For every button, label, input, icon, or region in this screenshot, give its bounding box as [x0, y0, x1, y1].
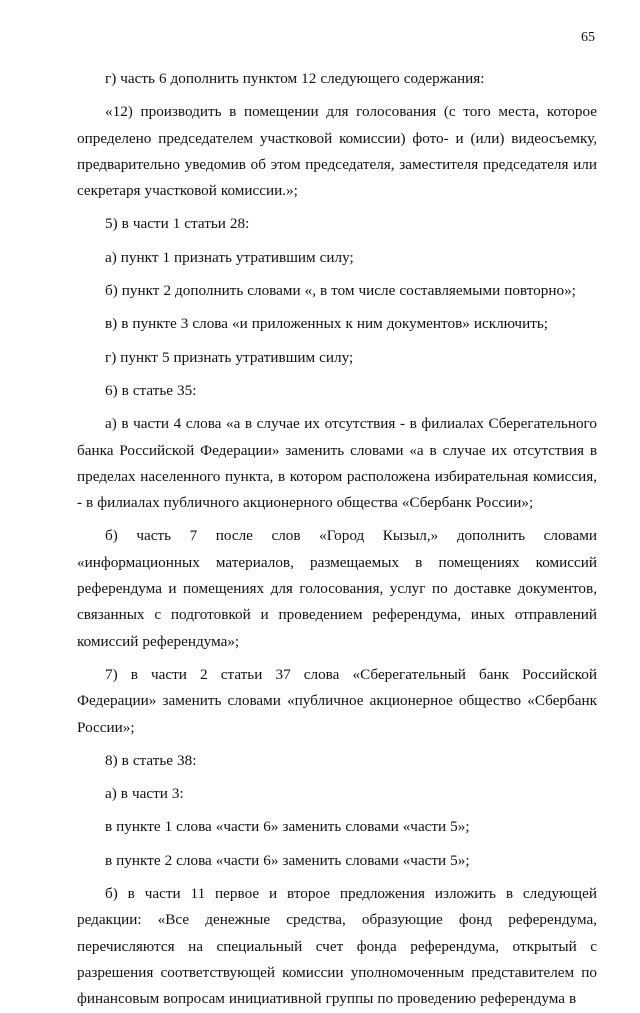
- paragraph-item12-photo-video: «12) производить в помещении для голосования (с того места, которое определено председателем участковой комиссии) фото- и (или) видеосъемку, предварительно уведомив об этом председателя, заместителя председателя или секретаря участковой комиссии.»;: [77, 103, 597, 200]
- paragraph-article38-b: б) в части 11 первое и второе предложения изложить в следующей редакции: «Все денежные средства, образующие фонд референдума, перечисляются на специальный счет фонда референдума, открытый с разрешения соответствующей комиссии уполномоченным представителем по финансовым вопросам инициативной группы по проведению референдума в: [77, 885, 597, 1008]
- paragraph-amend-part6-item12: г) часть 6 дополнить пунктом 12 следующего содержания:: [105, 70, 485, 87]
- paragraph-article28-a: а) пункт 1 признать утратившим силу;: [105, 248, 354, 266]
- paragraph-article38: 8) в статье 38:: [105, 751, 197, 769]
- paragraph-article28-c: в) в пункте 3 слова «и приложенных к ним документов» исключить;: [105, 315, 548, 333]
- paragraph-article28: 5) в части 1 статьи 28:: [105, 215, 250, 233]
- paragraph-article28-d: г) пункт 5 признать утратившим силу;: [105, 348, 354, 366]
- paragraph-article37: 7) в части 2 статьи 37 слова «Сберегательный банк Российской Федерации» заменить словами «публичное акционерное общество «Сбербанк России»;: [77, 665, 597, 736]
- document-body: [77, 66, 597, 1013]
- page-number: 65: [581, 30, 595, 45]
- paragraph-article35: 6) в статье 35:: [105, 381, 197, 399]
- paragraph-article35-a: а) в части 4 слова «а в случае их отсутствия - в филиалах Сберегательного банка Российской Федерации» заменить словами «а в случае их отсутствия в пределах населенного пункта, в котором расположена избирательная комиссия, - в филиалах публичного акционерного общества «Сбербанк России»;: [77, 415, 597, 512]
- paragraph-article38-a-item2: в пункте 2 слова «части 6» заменить словами «части 5»;: [105, 851, 470, 869]
- paragraph-article38-a-item1: в пункте 1 слова «части 6» заменить словами «части 5»;: [105, 818, 470, 836]
- paragraph-article28-b: б) пункт 2 дополнить словами «, в том числе составляемыми повторно»;: [105, 282, 576, 300]
- paragraph-article38-a: а) в части 3:: [105, 785, 184, 803]
- paragraph-article35-b: б) часть 7 после слов «Город Кызыл,» дополнить словами «информационных материалов, размещаемых в помещениях комиссий референдума и помещениях для голосования, услуг по доставке документов, связанных с подготовкой и проведением референдума, иных отправлений комиссий референдума»;: [77, 527, 597, 650]
